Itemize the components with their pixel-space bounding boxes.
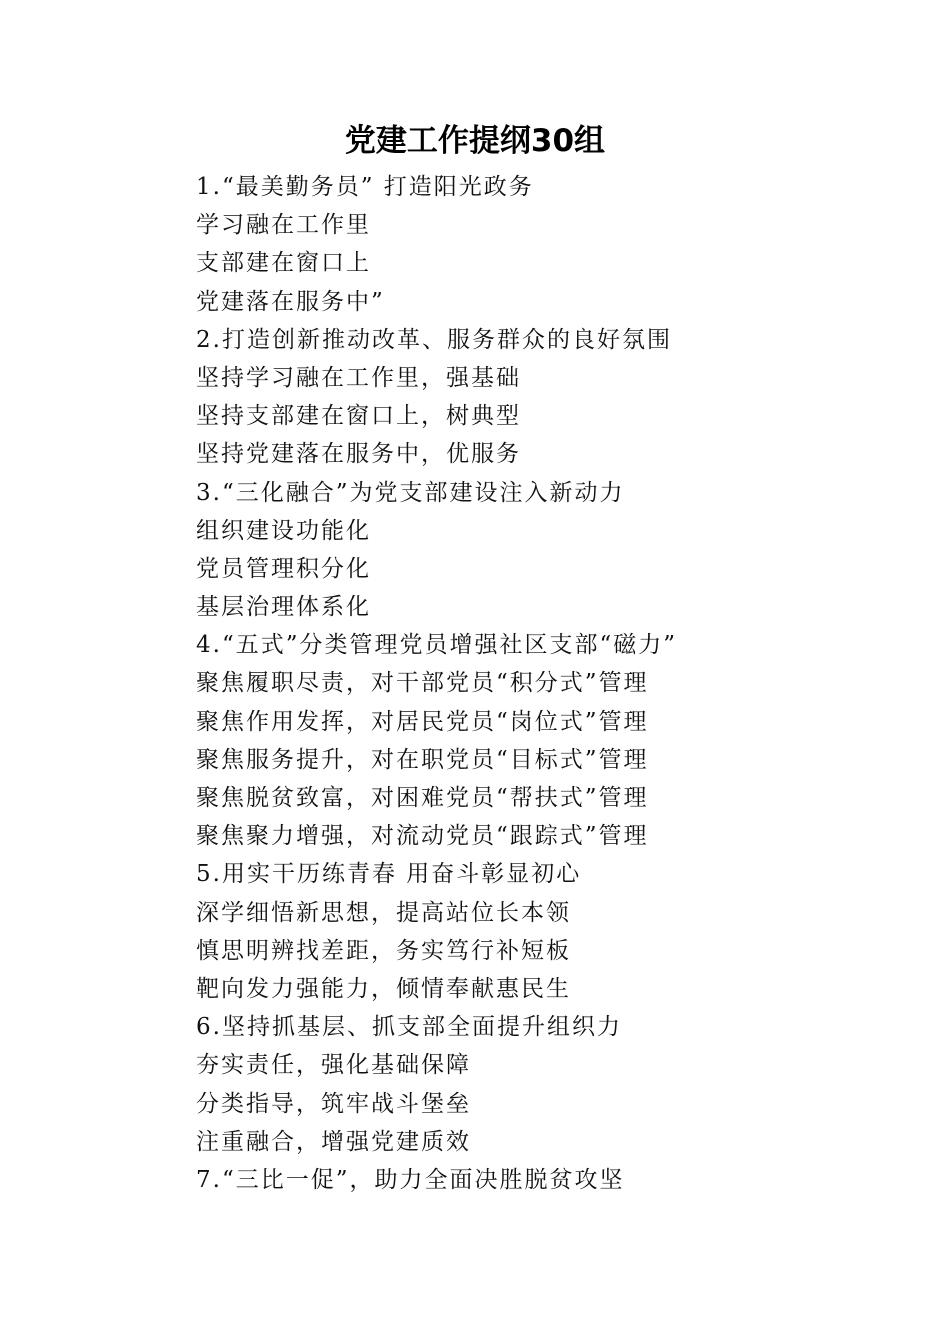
outline-item: 聚焦作用发挥，对居民党员“岗位式”管理	[196, 708, 649, 735]
outline-item: 基层治理体系化	[196, 594, 371, 621]
outline-item: 组织建设功能化	[196, 517, 371, 544]
outline-item: 靶向发力强能力，倾情奉献惠民生	[196, 975, 571, 1002]
outline-item: 聚焦服务提升，对在职党员“目标式”管理	[196, 746, 649, 773]
outline-item: 坚持支部建在窗口上，树典型	[196, 403, 521, 430]
outline-item: 分类指导，筑牢战斗堡垒	[196, 1090, 471, 1117]
document-title: 党建工作提纲30组	[344, 123, 606, 159]
outline-item: 坚持党建落在服务中，优服务	[196, 441, 521, 468]
outline-heading-1: 1.“最美勤务员” 打造阳光政务	[196, 174, 534, 200]
outline-item: 党建落在服务中”	[196, 288, 385, 315]
outline-heading-4: 4.“五式”分类管理党员增强社区支部“磁力”	[196, 632, 677, 659]
outline-heading-2: 2.打造创新推动改革、服务群众的良好氛围	[196, 326, 672, 353]
outline-item: 聚焦脱贫致富，对困难党员“帮扶式”管理	[196, 785, 649, 811]
outline-item: 支部建在窗口上	[196, 250, 371, 277]
outline-item: 聚焦聚力增强，对流动党员“跟踪式”管理	[196, 823, 649, 850]
outline-item: 慎思明辨找差距，务实笃行补短板	[196, 937, 571, 964]
outline-item: 注重融合，增强党建质效	[196, 1128, 471, 1155]
outline-heading-3: 3.“三化融合”为党支部建设注入新动力	[196, 479, 625, 506]
outline-item: 坚持学习融在工作里，强基础	[196, 364, 521, 391]
document-body	[196, 168, 816, 1199]
outline-item: 党员管理积分化	[196, 555, 371, 582]
outline-item: 深学细悟新思想，提高站位长本领	[196, 899, 571, 926]
outline-item: 聚焦履职尽责，对干部党员“积分式”管理	[196, 670, 649, 697]
outline-heading-7: 7.“三比一促”，助力全面决胜脱贫攻坚	[196, 1166, 625, 1193]
outline-heading-5: 5.用实干历练青春 用奋斗彰显初心	[196, 861, 582, 888]
outline-item: 夯实责任，强化基础保障	[196, 1052, 471, 1079]
outline-heading-6: 6.坚持抓基层、抓支部全面提升组织力	[196, 1014, 622, 1041]
outline-item: 学习融在工作里	[196, 212, 371, 239]
